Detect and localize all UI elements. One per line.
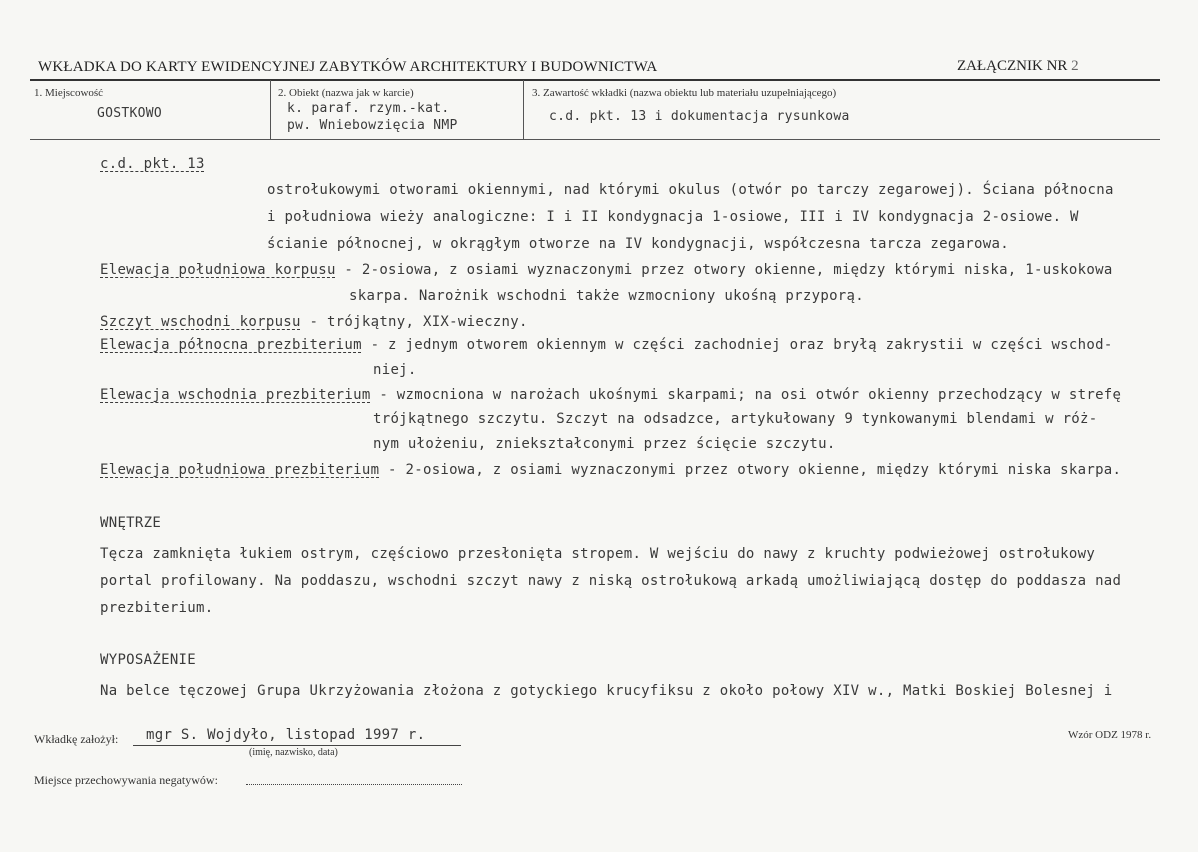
entry-text-continued: skarpa. Narożnik wschodni także wzmocniony ukośną przyporą. [349, 288, 864, 304]
entry-text: - 2-osiowa, z osiami wyznaczonymi przez otwory okienne, między którymi niska, 1-uskokowa [335, 262, 1113, 278]
entry-term: Elewacja południowa korpusu [100, 262, 336, 278]
locality-value: GOSTKOWO [97, 106, 163, 121]
author-signature-line [133, 745, 461, 746]
east-gable-body-entry [100, 314, 528, 330]
entry-term: Elewacja północna prezbiterium [100, 337, 362, 353]
author-label: Wkładkę założył: [34, 732, 119, 746]
entry-term: Szczyt wschodni korpusu [100, 314, 301, 330]
field-divider [270, 80, 271, 139]
entry-term: Elewacja południowa prezbiterium [100, 462, 380, 478]
entry-text: - z jednym otworem okiennym w części zachodniej oraz bryłą zakrystii w części wschod- [361, 337, 1113, 353]
interior-text-line: portal profilowany. Na poddaszu, wschodni szczyt nawy z niską ostrołukową arkadą umożliwiającą dostęp do poddasza nad [100, 573, 1122, 589]
interior-text-line: Tęcza zamknięta łukiem ostrym, częściowo przesłonięta stropem. W wejściu do nawy z kruchty podwieżowej ostrołukowy [100, 546, 1096, 562]
equipment-text-line: Na belce tęczowej Grupa Ukrzyżowania złożona z gotyckiego krucyfiksu z około połowy XIV w., Matki Boskiej Bolesnej i [100, 683, 1113, 699]
south-elevation-body-entry [100, 262, 1113, 278]
tower-text-line: ścianie północnej, w okrągłym otworze na IV kondygnacji, współczesna tarcza zegarowa. [267, 236, 1009, 252]
continuation-heading: c.d. pkt. 13 [100, 156, 205, 172]
form-title: WKŁADKA DO KARTY EWIDENCYJNEJ ZABYTKÓW ARCHITEKTURY I BUDOWNICTWA [38, 59, 658, 75]
tower-text-line: ostrołukowymi otworami okiennymi, nad którymi okulus (otwór po tarczy zegarowej). Ściana północna [267, 182, 1114, 198]
object-value-line1: k. paraf. rzym.-kat. [287, 101, 450, 116]
tower-text-line: i południowa wieży analogiczne: I i II kondygnacja 1-osiowe, III i IV kondygnacja 2-osiowe. W [267, 209, 1079, 225]
author-caption: (imię, nazwisko, data) [249, 747, 338, 758]
north-elevation-presbytery-entry [100, 337, 1113, 353]
annex-label-text: ZAŁĄCZNIK NR [957, 58, 1068, 74]
locality-label: 1. Miejscowość [34, 87, 104, 99]
east-elevation-presbytery-entry [100, 387, 1121, 403]
entry-text-continued: nym ułożeniu, zniekształconymi przez ścięcie szczytu. [373, 436, 836, 452]
entry-text: - trójkątny, XIX-wieczny. [300, 314, 528, 330]
south-elevation-presbytery-entry [100, 462, 1121, 478]
entry-text: - wzmocniona w narożach ukośnymi skarpami; na osi otwór okienny przechodzący w strefę [370, 387, 1122, 403]
interior-text-line: prezbiterium. [100, 600, 214, 616]
object-value-line2: pw. Wniebowzięcia NMP [287, 118, 458, 133]
field-divider [523, 80, 524, 139]
negatives-line [246, 784, 462, 785]
annex-number: 2 [1071, 58, 1079, 74]
header-rule [30, 79, 1160, 81]
content-label: 3. Zawartość wkładki (nazwa obiektu lub materiału uzupełniającego) [532, 87, 837, 99]
fields-rule [30, 139, 1160, 140]
interior-heading: WNĘTRZE [100, 515, 162, 531]
author-value: mgr S. Wojdyło, listopad 1997 r. [146, 727, 426, 743]
annex-label [957, 58, 1079, 75]
content-value: c.d. pkt. 13 i dokumentacja rysunkowa [549, 109, 850, 124]
entry-term: Elewacja wschodnia prezbiterium [100, 387, 371, 403]
entry-text-continued: trójkątnego szczytu. Szczyt na odsadzce, artykułowany 9 tynkowanymi blendami w róż- [373, 411, 1098, 427]
equipment-heading: WYPOSAŻENIE [100, 652, 197, 668]
object-label: 2. Obiekt (nazwa jak w karcie) [278, 87, 414, 99]
negatives-label: Miejsce przechowywania negatywów: [34, 773, 218, 787]
entry-text: - 2-osiowa, z osiami wyznaczonymi przez otwory okienne, między którymi niska skarpa. [379, 462, 1122, 478]
entry-text-continued: niej. [373, 362, 417, 378]
form-version-label: Wzór ODZ 1978 r. [1068, 729, 1152, 741]
